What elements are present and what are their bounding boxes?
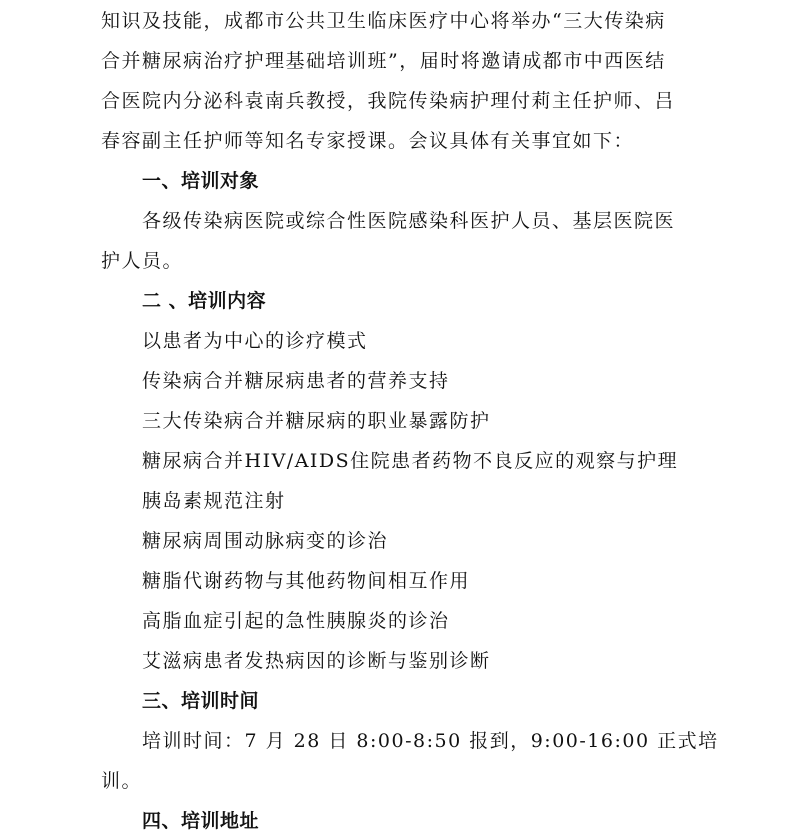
intro-line-2: 合并糖尿病治疗护理基础培训班”，届时将邀请成都市中西医结 — [101, 50, 666, 72]
intro-line-1: 知识及技能，成都市公共卫生临床医疗中心将举办“三大传染病 — [101, 10, 666, 32]
intro-line-3: 合医院内分泌科袁南兵教授，我院传染病护理付莉主任护师、吕 — [101, 90, 676, 112]
section-heading-training-target: 一、培训对象 — [142, 170, 260, 192]
content-item: 传染病合并糖尿病患者的营养支持 — [142, 370, 450, 392]
content-item: 糖尿病周围动脉病变的诊治 — [142, 530, 389, 552]
content-item: 糖脂代谢药物与其他药物间相互作用 — [142, 570, 471, 592]
content-item: 以患者为中心的诊疗模式 — [142, 330, 368, 352]
content-item: 糖尿病合并HIV/AIDS住院患者药物不良反应的观察与护理 — [142, 450, 679, 472]
content-item: 三大传染病合并糖尿病的职业暴露防护 — [142, 410, 491, 432]
section-3-line-2: 训。 — [101, 770, 143, 792]
section-heading-training-content: 二 、培训内容 — [142, 290, 267, 312]
section-heading-training-time: 三、培训时间 — [142, 690, 260, 712]
section-3-line-1: 培训时间：7 月 28 日 8:00-8:50 报到，9:00-16:00 正式培 — [142, 730, 719, 752]
section-heading-training-address: 四、培训地址 — [142, 810, 260, 832]
section-1-line-1: 各级传染病医院或综合性医院感染科医护人员、基层医院医 — [142, 210, 676, 232]
content-item: 胰岛素规范注射 — [142, 490, 286, 512]
content-item: 艾滋病患者发热病因的诊断与鉴别诊断 — [142, 650, 491, 672]
intro-line-4: 春容副主任护师等知名专家授课。会议具体有关事宜如下： — [101, 130, 635, 152]
section-1-line-2: 护人员。 — [101, 250, 184, 272]
content-item: 高脂血症引起的急性胰腺炎的诊治 — [142, 610, 450, 632]
